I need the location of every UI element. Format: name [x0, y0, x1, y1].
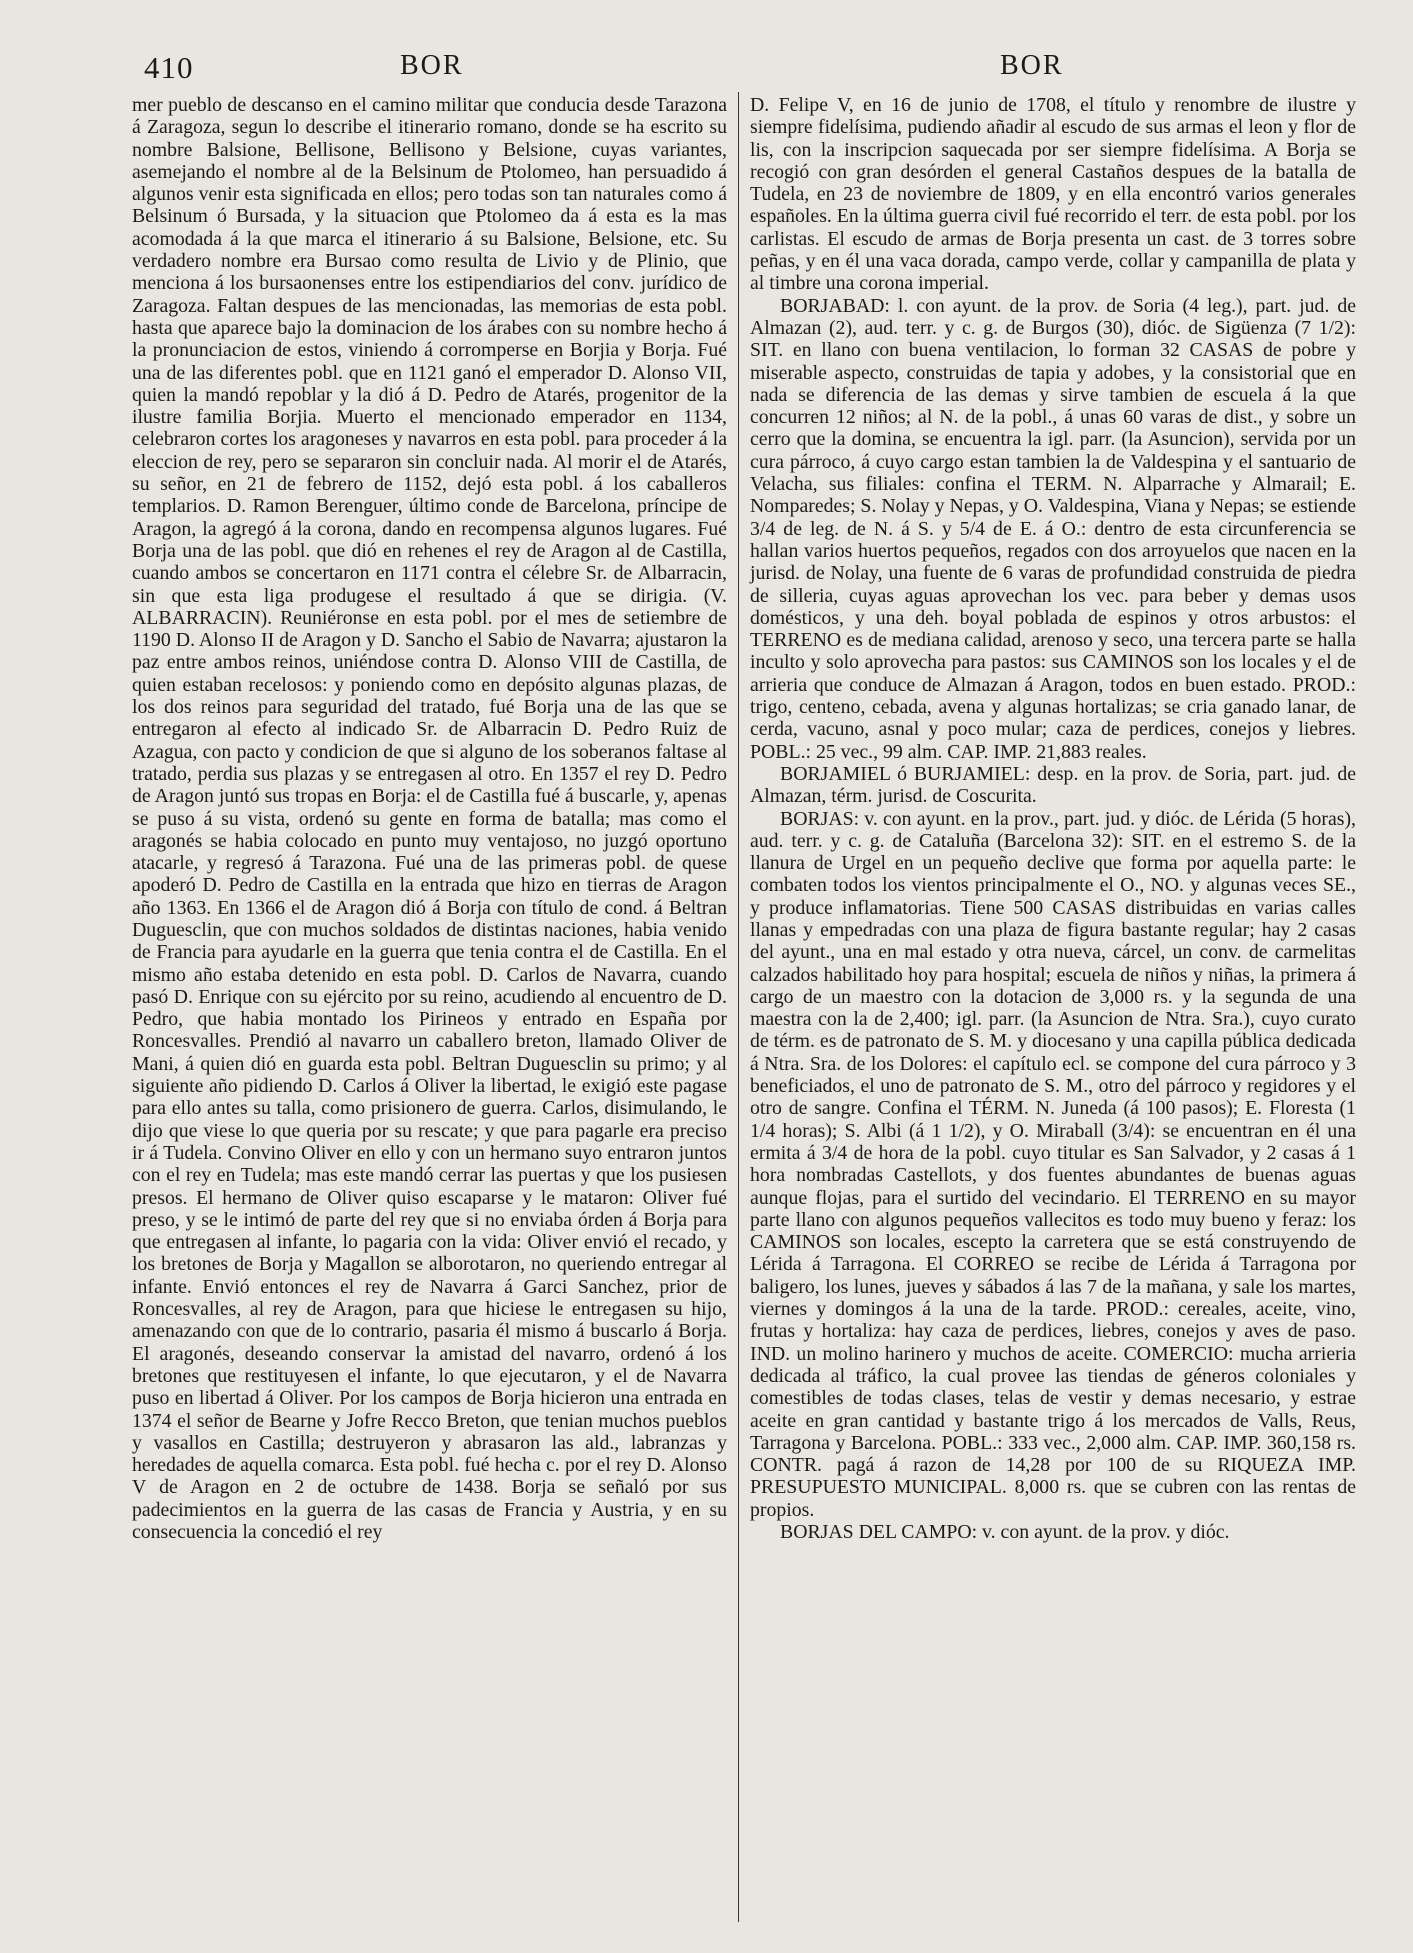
entry-borjas-del-campo: BORJAS DEL CAMPO: v. con ayunt. de la prov. y dióc.	[780, 1521, 1230, 1543]
entry-borjas: BORJAS: v. con ayunt. en la prov., part. jud. y dióc. de Lérida (5 horas), aud. terr. y c. g. de Cataluña (Barcelona 32): SIT. en el estremo S. de la llanura de Urgel en un pequeño declive que forma por aquella parte: le combaten todos los vientos principalmente el O., NO. y algunas veces SE., y produce inflamatorias. Tiene 500 CASAS distribuidas en varias calles llanas y empedradas con una plaza de figura bastante regular; hay 2 casas del ayunt., una en mal estado y otra nueva, cárcel, un conv. de carmelitas calzados habilitado hoy para hospital; escuela de niños y niñas, la primera á cargo de un maestro con la dotacion de 3,000 rs. y la segunda de una maestra con la de 2,400; igl. parr. (la Asuncion de Ntra. Sra.), cuyo curato de térm. es de patronato de S. M. y diocesano y una capilla pública dedicada á Ntra. Sra. de los Dolores: el capítulo ecl. se compone del cura párroco y 3 beneficiados, el uno de patronato de S. M., otro del párroco y regidores y el otro de sangre. Confina el TÉRM. N. Juneda (á 100 pasos); E. Floresta (1 1/4 horas); S. Albi (á 1 1/2), y O. Miraball (3/4): se encuentran en él una ermita á 3/4 de hora de la pobl. cuyo titular es San Salvador, y 2 casas á 1 hora nombradas Castellots, y dos fuentes abundantes de buenas aguas aunque flojas, para el surtido del vecindario. El TERRENO en su mayor parte llano con algunos pequeños vallecitos es todo muy bueno y feraz: los CAMINOS son locales, escepto la carretera que se está construyendo de Lérida á Tarragona. El CORREO se recibe de Lérida á Tarragona por baligero, los lunes, jueves y sábados á las 7 de la mañana, y sale los martes, viernes y domingos á la una de la tarde. PROD.: cereales, aceite, vino, frutas y hortaliza: hay caza de perdices, liebres, conejos y aves de paso. IND. un molino harinero y muchos de aceite. COMERCIO: mucha arrieria dedicada al tráfico, la cual provee las tiendas de géneros coloniales y comestibles de todas clases, telas de vestir y demas necesario, y estrae aceite en gran cantidad y bastante trigo á los mercados de Valls, Reus, Tarragona y Barcelona. POBL.: 333 vec., 2,000 alm. CAP. IMP. 360,158 rs. CONTR. pagá á razon de 14,28 por 100 de su RIQUEZA IMP. PRESUPUESTO MUNICIPAL. 8,000 rs. que se cubren con las rentas de propios.	[750, 807, 1356, 1521]
entry-continuation: D. Felipe V, en 16 de junio de 1708, el título y renombre de ilustre y siempre fidelísima, pudiendo añadir al escudo de sus armas el leon y flor de lis, con la inscripcion saquecada por ser siempre fidelísima. A Borja se recogió con gran desórden el general Castaños despues de la batalla de Tudela, en 23 de noviembre de 1809, y en ella encontró varios generales españoles. En la última guerra civil fué recorrido el terr. de esta pobl. por los carlistas. El escudo de armas de Borja presenta un cast. de 3 torres sobre peñas, y en él una vaca dorada, campo verde, collar y campanilla de plata y al timbre una corona imperial.	[750, 94, 1356, 295]
page-number: 410	[144, 50, 194, 85]
column-divider	[738, 92, 739, 1922]
right-column	[750, 94, 1356, 1543]
running-head-right: BOR	[1000, 50, 1064, 81]
left-column-text: mer pueblo de descanso en el camino militar que conducia desde Tarazona á Zaragoza, segun lo describe el itinerario romano, donde se ha escrito su nombre Balsione, Bellisone, Bellisono y Belsione, cuyas variantes, asemejando el nombre al de la Belsinum de Ptolomeo, han persuadido á algunos venir esta significada en ellos; pero todas son tan naturales como á Belsinum ó Bursada, y la situacion que Ptolomeo da á esta es la mas acomodada á la que marca el itinerario á su Balsione, Belsione, etc. Su verdadero nombre era Bursao como resulta de Livio y de Plinio, que menciona á los bursaonenses entre los estipendiarios del conv. jurídico de Zaragoza. Faltan despues de las mencionadas, las memorias de esta pobl. hasta que aparece bajo la dominacion de los árabes con su nombre hecho á la pronunciacion de estos, viniendo á corromperse en Borjia y Borja. Fué una de las diferentes pobl. que en 1121 ganó el emperador D. Alonso VII, quien la mandó repoblar y la dió á D. Pedro de Atarés, progenitor de la ilustre familia Borjia. Muerto el mencionado emperador en 1134, celebraron cortes los aragoneses y navarros en esta pobl. para proceder á la eleccion de rey, pero se separaron sin concluir nada. Al morir el de Atarés, su señor, en 21 de febrero de 1152, dejó esta pobl. á los caballeros templarios. D. Ramon Berenguer, último conde de Barcelona, príncipe de Aragon, la agregó á la corona, dando en recompensa algunos lugares. Fué Borja una de las pobl. que dió en rehenes el rey de Aragon al de Castilla, cuando ambos se concertaron en 1171 contra el célebre Sr. de Albarracin, sin que esta liga produgese el resultado á que se dirigia. (V. ALBARRACIN). Reuniéronse en esta pobl. por el mes de setiembre de 1190 D. Alonso II de Aragon y D. Sancho el Sabio de Navarra; ajustaron la paz entre ambos reinos, uniéndose contra D. Alonso VIII de Castilla, de quien estaban recelosos: y poniendo como en depósito algunas plazas, de los dos reinos para seguridad del tratado, fué Borja una de las que se entregaron al efecto al indicado Sr. de Albarracin D. Pedro Ruiz de Azagua, con pacto y condicion de que si alguno de los soberanos faltase al tratado, perdia sus plazas y se entregasen al otro. En 1357 el rey D. Pedro de Aragon juntó sus tropas en Borja: el de Castilla fué á buscarle, y, apenas se puso á su vista, ordenó su gente en forma de batalla; mas como el aragonés se habia colocado en punto muy ventajoso, no juzgó oportuno atacarle, y regresó á Tarazona. Fué una de las primeras pobl. de quese apoderó D. Pedro de Castilla en la entrada que hizo en tierras de Aragon año 1363. En 1366 el de Aragon dió á Borja con título de cond. á Beltran Duguesclin, que con muchos soldados de distintas naciones, habia venido de Francia para ayudarle en la guerra que tenia contra el de Castilla. En el mismo año estaba detenido en esta pobl. D. Carlos de Navarra, cuando pasó D. Enrique con su ejército por su reino, acudiendo al encuentro de D. Pedro, que habia montado los Pirineos y entrado en España por Roncesvalles. Prendió al navarro un caballero breton, llamado Oliver de Mani, á quien dió en guarda esta pobl. Beltran Duguesclin su primo; y al siguiente año pidiendo D. Carlos á Oliver la libertad, le exigió este pagase para ello antes su talla, como prisionero de guerra. Carlos, disimulando, le dijo que viese lo que queria por su rescate; y que para pagarle era preciso ir á Tudela. Convino Oliver en ello y con un hermano suyo entraron juntos con el rey en Tudela; mas este mandó cerrar las puertas y que los pusiesen presos. El hermano de Oliver quiso escaparse y le mataron: Oliver fué preso, y se le intimó de parte del rey que si no enviaba órden á Borja para que entregasen al infante, lo pagaria con la vida: Oliver envió el recado, y los bretones de Borja y Magallon se alborotaron, no queriendo entregar al infante. Envió entonces el rey de Navarra á Garci Sanchez, prior de Roncesvalles, al rey de Aragon, para que hiciese le entregasen su hijo, amenazando con que de lo contrario, pasaria él mismo á buscarlo á Borja. El aragonés, deseando conservar la amistad del navarro, ordenó á los bretones que restituyesen el infante, lo que ejecutaron, y el de Navarra puso en libertad á Oliver. Por los campos de Borja hicieron una entrada en 1374 el señor de Bearne y Jofre Recco Breton, que tenian muchos pueblos y vasallos en Castilla; destruyeron y abrasaron las ald., labranzas y heredades de aquella comarca. Esta pobl. fué hecha c. por el rey D. Alonso V de Aragon en 2 de octubre de 1438. Borja se señaló por sus padecimientos en la guerra de las casas de Francia y Austria, y en su consecuencia la concedió el rey	[132, 94, 727, 1543]
page-header	[130, 50, 1353, 90]
entry-borjamiel: BORJAMIEL ó BURJAMIEL: desp. en la prov. de Soria, part. jud. de Almazan, térm. jurisd. de Coscurita.	[750, 762, 1356, 808]
running-head-left: BOR	[400, 50, 464, 81]
entry-borjabad: BORJABAD: l. con ayunt. de la prov. de Soria (4 leg.), part. jud. de Almazan (2), aud. terr. y c. g. de Burgos (30), dióc. de Sigüenza (7 1/2): SIT. en llano con buena ventilacion, lo forman 32 CASAS de pobre y miserable aspecto, construidas de tapia y adobes, y la consistorial que en nada se diferencia de las demas y sirve tambien de escuela á la que concurren 12 niños; al N. de la pobl., á unas 60 varas de dist., y sobre un cerro que la domina, se encuentra la igl. parr. (la Asuncion), servida por un cura párroco, á cuyo cargo estan tambien la de Valdespina y el santuario de Velacha, sus filiales: confina el TERM. N. Alparrache y Almarail; E. Nomparedes; S. Nolay y Nepas, y O. Valdespina, Viana y Nepas; se estiende 3/4 de leg. de N. á S. y 5/4 de E. á O.: dentro de esta circunferencia se hallan varios huertos pequeños, regados con dos arroyuelos que nacen en la jurisd. de Nolay, una fuente de 6 varas de profundidad construida de piedra de silleria, cuyas aguas aprovechan los vec. para beber y demas usos domésticos, y una deh. boyal poblada de espinos y otros arbustos: el TERRENO es de mediana calidad, arenoso y seco, una tercera parte se halla inculto y solo aprovecha para pastos: sus CAMINOS son los locales y el de arrieria que conduce de Almazan á Aragon, todos en buen estado. PROD.: trigo, centeno, cebada, avena y algunas hortalizas; se cria ganado lanar, de cerda, vacuno, asnal y poco mular; caza de perdices, conejos y liebres. POBL.: 25 vec., 99 alm. CAP. IMP. 21,883 reales.	[750, 294, 1356, 763]
left-column	[132, 94, 727, 1543]
